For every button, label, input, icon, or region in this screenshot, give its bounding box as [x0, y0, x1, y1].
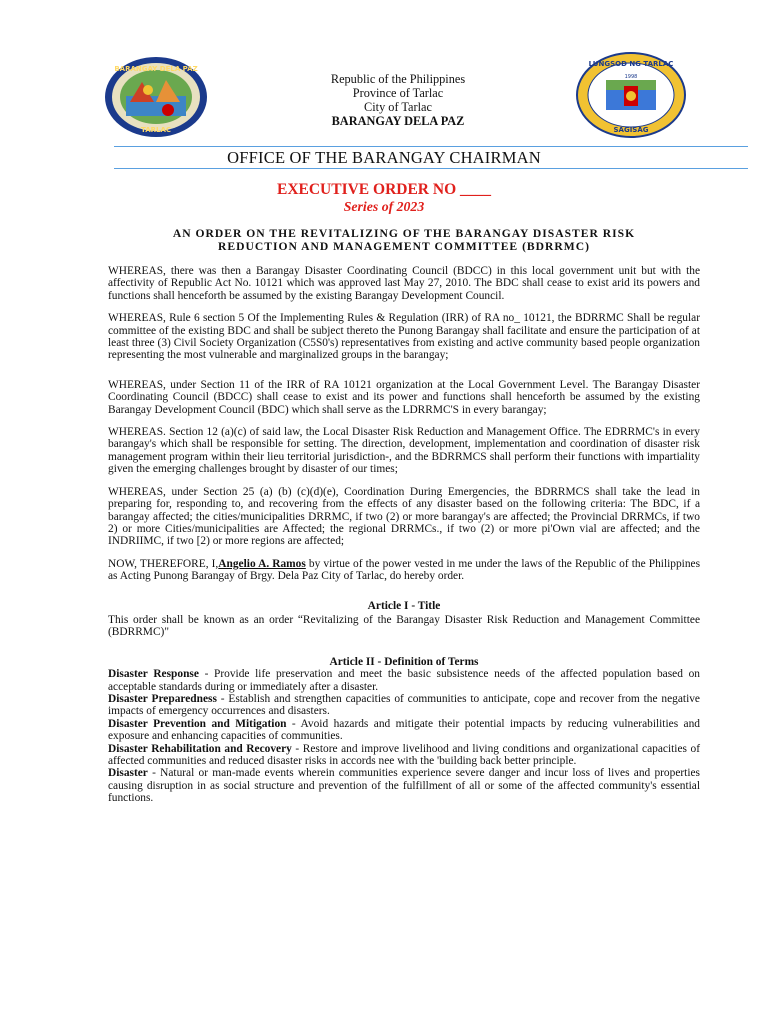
right-seal-year: 1998 [624, 74, 638, 80]
term-definition: - Establish and strengthen capacities of communities to anticipate, cope and recover from the negative impacts of emergency occurrences and disasters. [108, 692, 700, 718]
series-label: Series of 2023 [343, 199, 425, 214]
definition-disaster-preparedness [108, 693, 700, 718]
province-line: Province of Tarlac [352, 86, 444, 100]
signatory-name: Angelio A. Ramos [218, 557, 306, 570]
now-therefore-prefix: NOW, THEREFORE, I, [108, 557, 219, 570]
article-1-title: Article I - Title [367, 599, 441, 612]
whereas-paragraph-4: WHEREAS. Section 12 (a)(c) of said law, the Local Disaster Risk Reduction and Management Office. The EDRRMC's in every barangay's which shall be responsible for setting. The direction, development, implementation and coordination of disaster risk management program within their lieu territorial jurisdiction-, and the BDRRMCS shall perform their functions with impartiality given the emerging challenges brought by disaster of our times; [108, 426, 700, 476]
city-seal-logo [576, 52, 686, 138]
definition-disaster-prevention [108, 718, 700, 743]
order-heading-line1: AN ORDER ON THE REVITALIZING OF THE BARANGAY DISASTER RISK [172, 227, 636, 240]
article-2-title: Article II - Definition of Terms [329, 655, 479, 668]
order-heading-line2: REDUCTION AND MANAGEMENT COMMITTEE (BDRRMC) [218, 240, 590, 253]
definition-disaster-response [108, 668, 700, 693]
whereas-paragraph-2: WHEREAS, Rule 6 section 5 Of the Implementing Rules & Regulation (IRR) of RA no_ 10121, the BDRRMC Shall be regular committee of the existing BDC and shall be subject thereto the Punong Barangay shall facilitate and ensure the participation of at least three (3) Civil Society Organization (C5S0's) representatives from existing and active community based people organization representing the most vulnerable and marginalized groups in the barangay; [108, 312, 700, 362]
term-label: Disaster Response [108, 668, 199, 681]
term-label: Disaster Rehabilitation and Recovery [108, 742, 292, 755]
barangay-line: BARANGAY DELA PAZ [331, 114, 465, 128]
left-seal-subtext: TARLAC [140, 126, 172, 134]
definition-disaster-rehabilitation [108, 743, 700, 768]
term-label: Disaster Preparedness [108, 692, 217, 705]
order-heading [108, 227, 700, 253]
whereas-paragraph-1: WHEREAS, there was then a Barangay Disaster Coordinating Council (BDCC) in this local government unit but with the affectivity of Republic Act No. 10121 which was approved last May 27, 2010. The BDC shall cease to exist arid its powers and functions shall henceforth be assumed by the existing Barangay Development Council. [108, 265, 700, 302]
divider-bottom [114, 168, 748, 169]
term-definition: - Provide life preservation and meet the basic subsistence needs of the affected population based on acceptable standards during or immediately after a disaster. [108, 668, 700, 693]
term-label: Disaster Prevention and Mitigation [108, 717, 287, 730]
left-seal-text: BARANGAY DELA PAZ [114, 65, 198, 73]
country-line: Republic of the Philippines [330, 72, 466, 86]
barangay-seal-logo [104, 56, 208, 138]
now-therefore-paragraph [108, 558, 700, 583]
document-body [108, 265, 700, 805]
whereas-paragraph-5: WHEREAS, under Section 25 (a) (b) (c)(d)(e), Coordination During Emergencies, the BDRRMCS shall take the lead in preparing for, responding to, and recovering from the effects of any disaster based on the following criteria: The BDC, if a barangay affected; the cities/municipalities DRRMC, if two (2) or more barangay's are affected; the Provincial DRRMCs, if two 2) or more Cities/municipalities are Affected; the regional DRRMCs., if two (2) or more pi'Own vial are affected; and the INDRIIMC, if two [2) or more regions are affected; [108, 485, 700, 548]
right-seal-subtext: SAGISAG [613, 126, 649, 134]
definition-disaster [108, 767, 700, 804]
now-therefore-suffix: by virtue of the power vested in me under the laws of the Republic of the Philippines as Acting Punong Barangay of Brgy. Dela Paz City of Tarlac, do hereby order. [108, 557, 701, 583]
term-label: Disaster [108, 767, 148, 780]
term-definition: - Avoid hazards and mitigate their potential impacts by reducing vulnerabilities and exposure and enhancing capacities of communities. [108, 717, 701, 743]
right-seal-text: LUNGSOD NG TARLAC [588, 60, 674, 68]
term-definition: - Restore and improve livelihood and living conditions and organizational capacities of affected communities and reduced disaster risks in accords nee with the 'building back better principle. [108, 742, 700, 767]
office-title: OFFICE OF THE BARANGAY CHAIRMAN [227, 148, 541, 167]
divider-top [114, 146, 748, 147]
article-1-text: This order shall be known as an order “Revitalizing of the Barangay Disaster Risk Reduction and Management Committee (BDRRMC)" [108, 613, 700, 639]
executive-order-title: EXECUTIVE ORDER NO ____ [276, 181, 491, 198]
city-line: City of Tarlac [364, 100, 432, 114]
letterhead [260, 72, 536, 128]
whereas-paragraph-3: WHEREAS, under Section 11 of the IRR of RA 10121 organization at the Local Government Level. The Barangay Disaster Coordinating Council (BDCC) shall cease to exist and its power and functions shall henceforth be assumed by the existing Barangay Development Council (BDC) which shall serve as the LDRRMC'S in every barangay; [108, 378, 700, 416]
term-definition: - Natural or man-made events wherein communities experience severe danger and incur loss of lives and properties causing disruption in as social structure and prevention of the fulfillment of all or some of the affected community's essential functions. [108, 767, 700, 805]
